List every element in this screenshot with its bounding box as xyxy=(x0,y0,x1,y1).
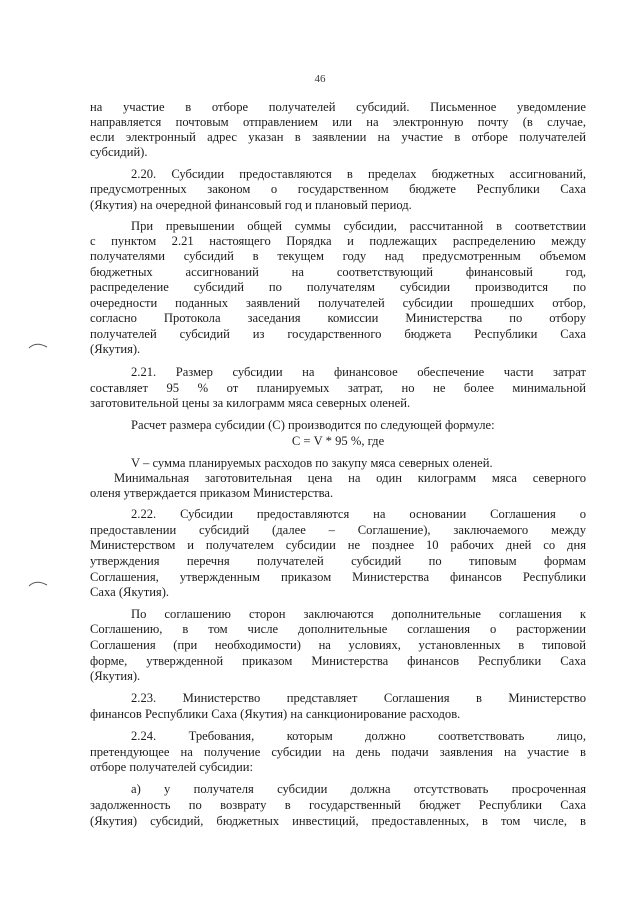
text-line: очередности поданных заявлений получателей субсидии прошедших отбор, xyxy=(90,296,586,310)
text-line: субсидий). xyxy=(90,145,148,159)
text-line: (Якутия) на очередной финансовый год и плановый период. xyxy=(90,198,412,212)
text-line: составляет 95 % от планируемых затрат, но не более минимальной xyxy=(90,381,586,395)
margin-mark xyxy=(28,579,48,587)
text-line: распределение субсидий по получателям субсидии производится по xyxy=(90,280,586,294)
text-line: 2.21. Размер субсидии на финансовое обеспечение части затрат xyxy=(131,365,586,379)
text-line: утверждения перечня получателей субсидий по типовым формам xyxy=(90,554,586,568)
text-line: оленя утверждается приказом Министерства. xyxy=(90,486,334,500)
text-line: предоставлении субсидий (далее – Соглашение), заключаемого между xyxy=(90,523,586,537)
text-line: При превышении общей суммы субсидии, рассчитанной в соответствии xyxy=(131,219,586,233)
text-line: если электронный адрес указан в заявлении на участие в отборе получателей xyxy=(90,130,586,144)
text-line: Министерством и получателем субсидии не позднее 10 рабочих дней со дня xyxy=(90,538,586,552)
text-line: Соглашения, утвержденным приказом Министерства финансов Республики xyxy=(90,570,586,584)
text-line: на участие в отборе получателей субсидий. Письменное уведомление xyxy=(90,100,586,114)
text-line: (Якутия). xyxy=(90,669,141,683)
text-line: направляется почтовым отправлением или на электронную почту (в случае, xyxy=(90,115,586,129)
text-line: с пунктом 2.21 настоящего Порядка и подлежащих распределению между xyxy=(90,234,586,248)
text-line: По соглашению сторон заключаются дополнительные соглашения к xyxy=(131,607,586,621)
text-line: задолженность по возврату в государственный бюджет Республики Саха xyxy=(90,798,586,812)
text-line: (Якутия). xyxy=(90,342,141,356)
text-line: (Якутия) субсидий, бюджетных инвестиций, предоставленных, в том числе, в xyxy=(90,814,586,828)
text-line: 2.23. Министерство представляет Соглашения в Министерство xyxy=(131,691,586,705)
text-line: Соглашению, в том числе дополнительные соглашения о расторжении xyxy=(90,622,586,636)
text-line: финансов Республики Саха (Якутия) на санкционирование расходов. xyxy=(90,707,461,721)
text-line: V – сумма планируемых расходов по закупу мяса северных оленей. xyxy=(131,456,493,470)
margin-mark xyxy=(28,341,48,349)
text-line: получателей субсидий из государственного бюджета Республики Саха xyxy=(90,327,586,341)
text-line: 2.20. Субсидии предоставляются в пределах бюджетных ассигнований, xyxy=(131,167,586,181)
text-line: бюджетных ассигнований на соответствующий финансовый год, xyxy=(90,265,586,279)
text-line: Минимальная заготовительная цена на один килограмм мяса северного xyxy=(114,471,586,485)
formula: С = V * 95 %, где xyxy=(291,434,385,448)
text-line: а) у получателя субсидии должна отсутствовать просроченная xyxy=(131,782,586,796)
text-line: заготовительной цены за килограмм мяса северных оленей. xyxy=(90,396,411,410)
text-line: Расчет размера субсидии (С) производится по следующей формуле: xyxy=(131,418,495,432)
text-line: 2.24. Требования, которым должно соответствовать лицо, xyxy=(131,729,586,743)
text-line: претендующее на получение субсидии на день подачи заявления на участие в xyxy=(90,745,586,759)
page-number: 46 xyxy=(314,73,326,85)
text-line: 2.22. Субсидии предоставляются на основании Соглашения о xyxy=(131,507,586,521)
text-line: согласно Протокола заседания комиссии Министерства по отбору xyxy=(90,311,586,325)
text-line: форме, утвержденной приказом Министерства финансов Республики Саха xyxy=(90,654,586,668)
text-line: отборе получателей субсидии: xyxy=(90,760,253,774)
text-line: предусмотренных законом о государственном бюджете Республики Саха xyxy=(90,182,586,196)
text-line: Соглашения (при необходимости) на условиях, установленных в типовой xyxy=(90,638,586,652)
text-line: Саха (Якутия). xyxy=(90,585,170,599)
text-line: получателями субсидий в текущем году над предусмотренным объемом xyxy=(90,249,586,263)
